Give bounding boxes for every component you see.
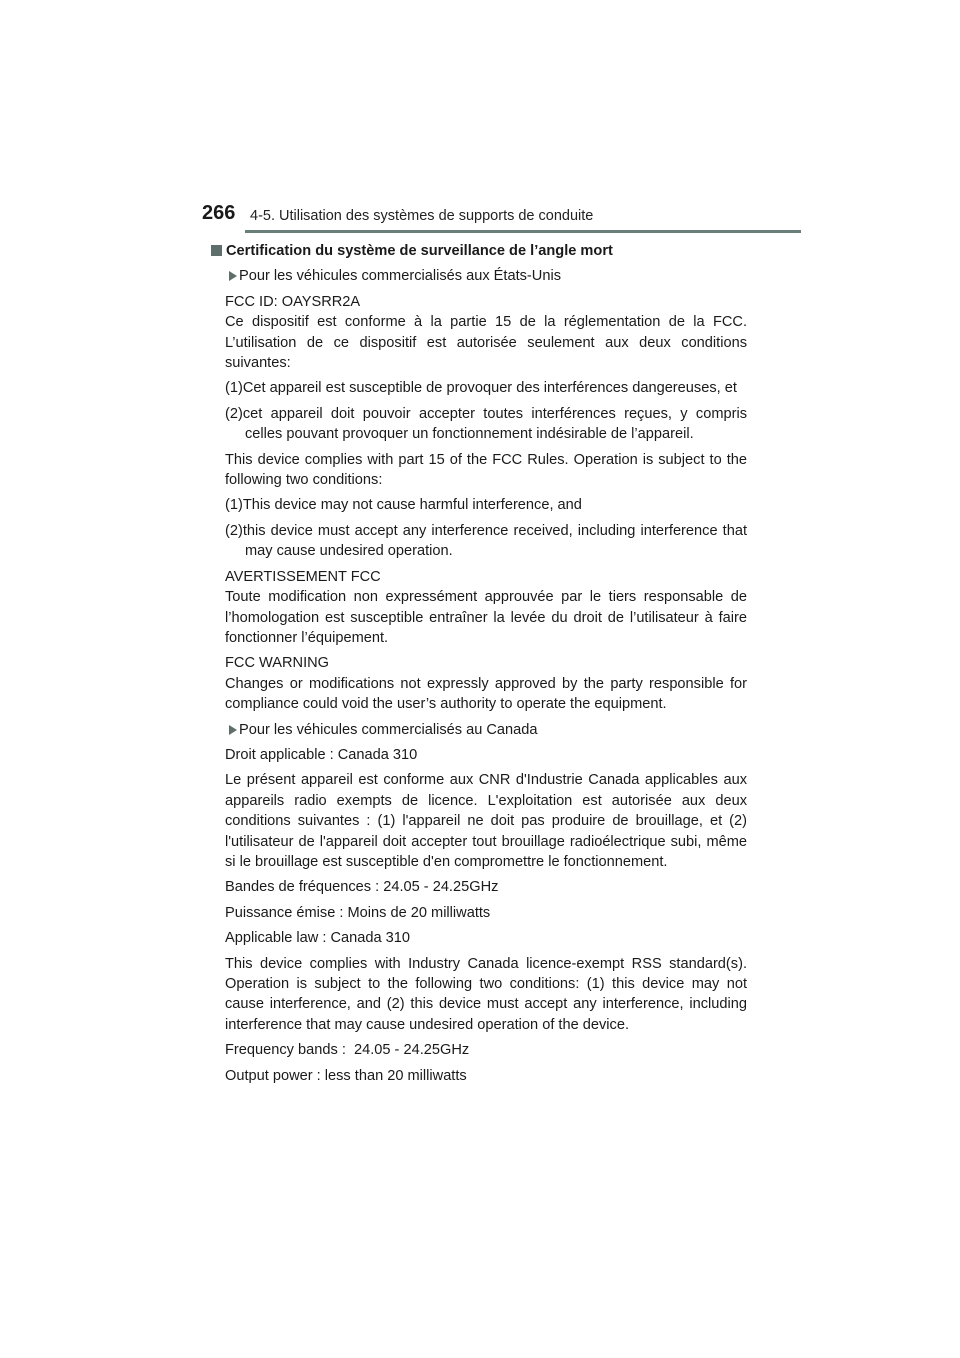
droit-applicable: Droit applicable : Canada 310 xyxy=(225,746,418,763)
output-power: Output power : less than 20 milliwatts xyxy=(225,1067,467,1084)
triangle-bullet-icon xyxy=(229,271,237,281)
avertissement-block xyxy=(225,567,747,649)
canada-vehicles-text: Pour les véhicules commercialisés au Canada xyxy=(239,721,538,738)
us-vehicles-label xyxy=(225,266,747,286)
bandes-frequences: Bandes de fréquences : 24.05 - 24.25GHz xyxy=(225,879,499,896)
us-vehicles-text: Pour les véhicules commercialisés aux États-Unis xyxy=(239,268,561,285)
frequency-bands: Frequency bands : 24.05 - 24.25GHz xyxy=(225,1042,470,1059)
square-bullet-icon xyxy=(211,245,222,256)
avertissement-text: Toute modification non expressément approuvée par le tiers responsable de l’homologation est susceptible entraîner la levée du droit de l’utilisateur à faire fonctionner l’équipement. xyxy=(225,589,747,646)
fr-condition-1: (1)Cet appareil est susceptible de provoquer des interférences dangereuses, et xyxy=(225,380,737,397)
en-condition-1: (1)This device may not cause harmful interference, and xyxy=(225,497,582,514)
fr-condition-2: (2)cet appareil doit pouvoir accepter toutes interférences reçues, y compris celles pouvant provoquer un fonctionnement indésirable de l’appareil. xyxy=(225,405,747,443)
rss-text: This device complies with Industry Canada licence-exempt RSS standard(s). Operation is subject to the following two conditions: (1) this device may not cause interference, and (2) this device must accept any interference, including interference that may cause undesired operation of the device. xyxy=(225,955,747,1033)
applicable-law: Applicable law : Canada 310 xyxy=(225,930,410,947)
puissance-emise: Puissance émise : Moins de 20 milliwatts xyxy=(225,904,491,921)
avertissement-title: AVERTISSEMENT FCC xyxy=(225,568,381,585)
fcc-block xyxy=(225,292,747,374)
page-content xyxy=(208,241,747,1091)
triangle-bullet-icon xyxy=(229,725,237,735)
page-number: 266 xyxy=(202,202,236,224)
en-condition-2: (2)this device must accept any interference received, including interference that may cause undesired operation. xyxy=(225,522,747,560)
warning-text: Changes or modifications not expressly approved by the party responsible for compliance could void the user’s authority to operate the equipment. xyxy=(225,675,747,713)
canada-vehicles-label xyxy=(225,720,747,740)
header-divider xyxy=(245,230,801,233)
section-title: 4-5. Utilisation des systèmes de supports de conduite xyxy=(250,208,594,224)
warning-title: FCC WARNING xyxy=(225,655,330,672)
page-header xyxy=(200,196,800,236)
cnr-text: Le présent appareil est conforme aux CNR d'Industrie Canada applicables aux appareils radio exempts de licence. L'exploitation est autorisée aux deux conditions suivantes : (1) l'appareil ne doit pas produire de brouillage, et (2) l'utilisateur de l'appareil doit accepter tout brouillage radioélectrique subi, même si le brouillage est susceptible d'en compromettre le fonctionnement. xyxy=(225,772,747,870)
section-body xyxy=(225,266,747,1086)
fcc-id: FCC ID: OAYSRR2A xyxy=(225,293,361,310)
section-heading-text: Certification du système de surveillance de l’angle mort xyxy=(226,243,613,259)
warning-block xyxy=(225,653,747,714)
en-intro: This device complies with part 15 of the FCC Rules. Operation is subject to the following two conditions: xyxy=(225,451,747,489)
section-heading xyxy=(208,241,747,261)
fr-intro: Ce dispositif est conforme à la partie 15 de la réglementation de la FCC. L’utilisation de ce dispositif est autorisée seulement aux deux conditions suivantes: xyxy=(225,314,747,372)
